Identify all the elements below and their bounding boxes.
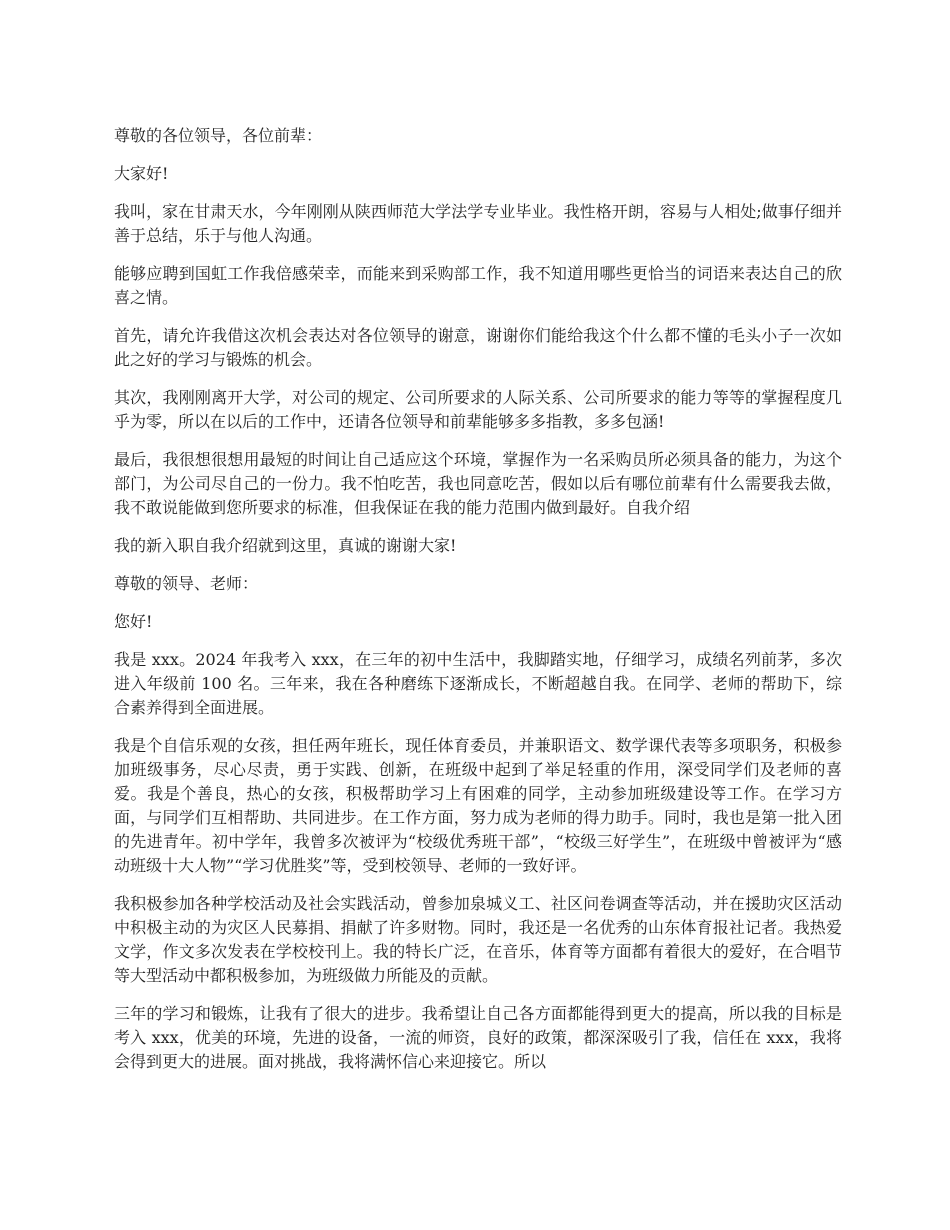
greeting-everyone: 大家好! [114, 164, 169, 183]
salutation-leaders: 尊敬的各位领导，各位前辈： [114, 126, 323, 145]
paragraph-finally-adapt: 最后，我很想很想用最短的时间让自己适应这个环境，掌握作为一名采购员所必须具备的能力，为这个部门，为公司尽自己的一份力。我不怕吃苦，我也同意吃苦，假如以后有哪位前辈有什么需要我去做，我不敢说能做到您所要求的标准，但我保证在我的能力范围内做到最好。自我介绍 [114, 450, 842, 517]
paragraph-student-intro: 我是 xxx。2024 年我考入 xxx，在三年的初中生活中，我脚踏实地，仔细学习，成绩名列前茅，多次进入年级前 100 名。三年来，我在各种磨练下逐渐成长，不断超越自我。在同学、老师的帮助下，综合素养得到全面进展。 [114, 650, 842, 717]
paragraph-activities: 我积极参加各种学校活动及社会实践活动，曾参加泉城义工、社区问卷调查等活动，并在援助灾区活动中积极主动的为灾区人民募捐、捐献了许多财物。同时，我还是一名优秀的山东体育报社记者。我热爱文学，作文多次发表在学校校刊上。我的特长广泛，在音乐，体育等方面都有着很大的爱好，在合唱节等大型活动中都积极参加，为班级做力所能及的贡献。 [114, 894, 842, 985]
paragraph-class-leader: 我是个自信乐观的女孩，担任两年班长，现任体育委员，并兼职语文、数学课代表等多项职务，积极参加班级事务，尽心尽责，勇于实践、创新，在班级中起到了举足轻重的作用，深受同学们及老师的喜爱。我是个善良，热心的女孩，积极帮助学习上有困难的同学，主动参加班级建设等工作。在学习方面，与同学们互相帮助、共同进步。在工作方面，努力成为老师的得力助手。同时，我也是第一批入团的先进青年。初中学年，我曾多次被评为“校级优秀班干部”，“校级三好学生”，在班级中曾被评为“感动班级十大人物”“学习优胜奖”等，受到校领导、老师的一致好评。 [114, 736, 842, 875]
greeting-hello: 您好! [114, 612, 153, 631]
paragraph-self-intro: 我叫，家在甘肃天水，今年刚刚从陕西师范大学法学专业毕业。我性格开朗，容易与人相处;做事仔细并善于总结，乐于与他人沟通。 [114, 202, 842, 245]
paragraph-goals: 三年的学习和锻炼，让我有了很大的进步。我希望让自己各方面都能得到更大的提高，所以我的目标是考入 xxx，优美的环境，先进的设备，一流的师资，良好的政策，都深深吸引了我，信任在 xxx，我将会得到更大的进展。面对挑战，我将满怀信心来迎接它。所以 [114, 1004, 842, 1071]
paragraph-honored: 能够应聘到国虹工作我倍感荣幸，而能来到采购部工作，我不知道用哪些更恰当的词语来表达自己的欣喜之情。 [114, 264, 842, 307]
document-body [114, 124, 842, 1088]
salutation-teachers: 尊敬的领导、老师： [114, 574, 259, 593]
paragraph-second-guidance: 其次，我刚刚离开大学，对公司的规定、公司所要求的人际关系、公司所要求的能力等等的掌握程度几乎为零，所以在以后的工作中，还请各位领导和前辈能够多多指教，多多包涵! [114, 388, 842, 431]
paragraph-first-thanks: 首先，请允许我借这次机会表达对各位领导的谢意，谢谢你们能给我这个什么都不懂的毛头小子一次如此之好的学习与锻炼的机会。 [114, 326, 842, 369]
paragraph-closing-thanks: 我的新入职自我介绍就到这里，真诚的谢谢大家! [114, 536, 457, 555]
